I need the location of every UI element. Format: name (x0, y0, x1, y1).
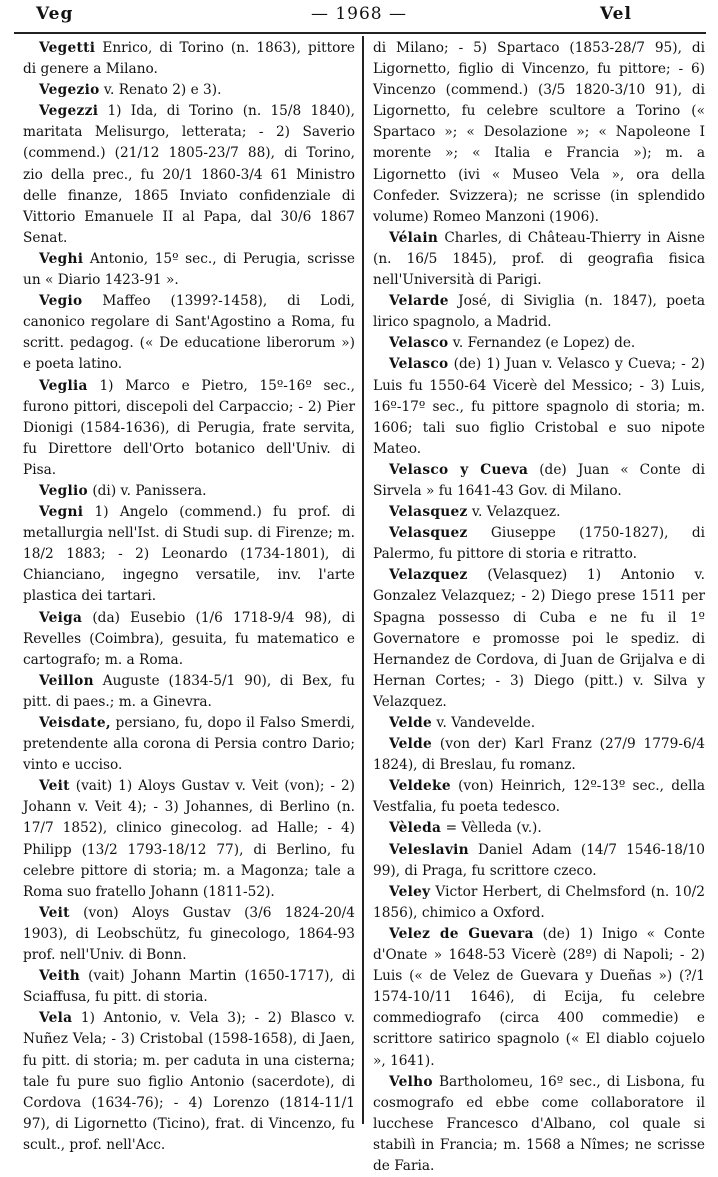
entry-text: (von) Aloys Gustav (3/6 1824-20/4 1903), di Leobschütz, fu ginecologo, 1864-93 prof. nell'Univ. di Bonn. (23, 904, 355, 964)
entry-text: José, di Siviglia (n. 1847), poeta lirico spagnolo, a Madrid. (373, 293, 705, 331)
dictionary-entry (23, 903, 355, 966)
entry-text: v. Velazquez. (467, 504, 561, 521)
entry-text: di Milano; - 5) Spartaco (1853-28/7 95), di Ligornetto, figlio di Vincenzo, fu pittore; - 6) Vincenzo (commend.) (3/5 1820-3/10 91), di Ligornetto, fu celebre scultore a Torino (« Spartaco »; « Desolazione »; « Napoleone I morente »; « Italia e Francia »); m. a Ligornetto (ivi « Museo Vela », ora della Confeder. Svizzera); ne scrisse (in splendido volume) Romeo Manzoni (1906). (373, 40, 705, 225)
entry-text: (vait) Johann Martin (1650-1717), di Sciaffusa, fu pitt. di storia. (23, 968, 355, 1006)
right-column (373, 38, 705, 1177)
entry-headword: Vèleda (389, 820, 442, 837)
dictionary-entry (23, 376, 355, 481)
entry-headword: Vegezio (39, 82, 100, 99)
dictionary-entry (373, 924, 705, 1072)
entry-headword: Veglio (39, 482, 88, 499)
dictionary-entry (373, 38, 705, 228)
dictionary-entry (373, 840, 705, 882)
entry-text: Enrico, di Torino (n. 1863), pittore di genere a Milano. (23, 40, 355, 78)
entry-headword: Velasquez (389, 504, 468, 521)
page-header (0, 0, 718, 30)
entry-headword: Velho (389, 1073, 433, 1090)
entry-headword: Velasquez (389, 525, 468, 542)
entry-headword: Veldeke (389, 778, 451, 795)
dictionary-entry (373, 882, 705, 924)
dictionary-entry (373, 734, 705, 776)
entry-text: (Velasquez) 1) Antonio v. Gonzalez Velazquez; - 2) Diego prese 1511 per Spagna possesso di Cuba e ne fu il 1º Governatore e promosse poi le spediz. di Hernandez de Cordova, di Juan de Grijalva e di Hernan Cortes; - 3) Diego (pitt.) v. Silva y Velazquez. (373, 567, 705, 710)
entry-text: Giuseppe (1750-1827), di Palermo, fu pittore di storia e ritratto. (373, 525, 705, 563)
entry-headword: Veiga (39, 609, 83, 626)
dictionary-entry (23, 966, 355, 1008)
entry-text: 1) Angelo (commend.) fu prof. di metallurgia nell'Ist. di Studi sup. di Firenze; m. 18/2 1883; - 2) Leonardo (1734-1801), di Chianciano, ingegno versatile, inv. l'arte plastica dei tartari. (23, 504, 355, 605)
dictionary-entry (23, 1008, 355, 1156)
entry-text: Bartholomeu, 16º sec., di Lisbona, fu cosmografo ed ebbe come collaboratore il lucchese Francesco d'Albano, col quale si stabilì in Francia; m. 1568 a Nîmes; ne scrisse de Faria. (373, 1073, 705, 1174)
entry-headword: Veit (39, 778, 70, 795)
dictionary-entry (23, 38, 355, 80)
entry-text: 1) Marco e Pietro, 15º-16º sec., furono pittori, discepoli del Carpaccio; - 2) Pier Dionigi (1584-1636), di Perugia, frate servita, fu Direttore dell'Orto botanico dell'Univ. di Pisa. (23, 377, 355, 478)
dictionary-entry (373, 523, 705, 565)
dictionary-entry (23, 671, 355, 713)
entry-text: v. Fernandez (e Lopez) de. (448, 335, 636, 352)
entry-headword: Veith (39, 968, 81, 985)
column-divider (362, 36, 364, 1124)
entry-headword: Velarde (389, 293, 449, 310)
dictionary-entry (23, 713, 355, 776)
entry-text: 1) Ida, di Torino (n. 15/8 1840), maritata Melisurgo, letterata; - 2) Saverio (commend.) (21/12 1805-23/7 88), di Torino, zio della prec., fu 20/1 1860-3/4 61 Ministro delle finanze, 1865 Inviato confidenziale di Vittorio Emanuele II al Papa, dal 30/6 1867 Senat. (23, 103, 355, 246)
entry-text: (vait) 1) Aloys Gustav v. Veit (von); - 2) Johann v. Veit 4); - 3) Johannes, di Berlino (n. 17/7 1852), clinico ginecolog. ad Halle; - 4) Philipp (13/2 1793-18/12 77), di Berlino, fu celebre pittore di storia; m. a Magonza; tale a Roma suo fratello Johann (1811-52). (23, 778, 355, 900)
entry-text: Auguste (1834-5/1 90), di Bex, fu pitt. di paes.; m. a Ginevra. (23, 672, 355, 710)
dictionary-entry (23, 291, 355, 375)
entry-headword: Velazquez (389, 567, 468, 584)
dictionary-entry (23, 502, 355, 607)
entry-text: (de) 1) Inigo « Conte d'Onate » 1648-53 Vicerè (28º) di Napoli; - 2) Luis (« de Velez de Guevara y Dueñas ») (?/1 1574-10/11 1646), di Ecija, fu celebre commediografo (circa 400 commedie) e scrittore satirico spagnolo (« El diablo cojuelo », 1641). (373, 925, 705, 1069)
entry-headword: Vélain (389, 229, 439, 246)
entry-headword: Velasco y Cueva (389, 461, 529, 478)
entry-headword: Vegni (39, 504, 84, 521)
entry-headword: Velez de Guevara (389, 925, 534, 942)
entry-headword: Veillon (39, 672, 94, 689)
dictionary-entry (23, 608, 355, 671)
dictionary-entry (373, 460, 705, 502)
dictionary-entry (373, 354, 705, 459)
header-right-guideword: Vel (600, 4, 632, 24)
entry-headword: Veit (39, 904, 70, 921)
entry-text: Victor Herbert, di Chelmsford (n. 10/2 1856), chimico a Oxford. (373, 883, 705, 921)
dictionary-entry (373, 1072, 705, 1177)
entry-text: (von der) Karl Franz (27/9 1779-6/4 1824), di Breslau, fu romanz. (373, 736, 705, 774)
entry-text: Daniel Adam (14/7 1546-18/10 99), di Praga, fu scrittore czeco. (373, 841, 705, 879)
left-column (23, 38, 355, 1156)
entry-headword: Veglia (39, 377, 88, 394)
dictionary-entry (373, 502, 705, 523)
entry-headword: Velasco (389, 356, 449, 373)
entry-headword: Vegio (39, 293, 83, 310)
entry-text: v. Renato 2) e 3). (99, 82, 222, 99)
dictionary-entry (23, 80, 355, 101)
entry-headword: Vegezzi (39, 103, 99, 120)
entry-headword: Vegetti (39, 40, 96, 56)
header-left-guideword: Veg (36, 4, 74, 24)
entry-text: (de) Juan « Conte di Sirvela » fu 1641-43 Gov. di Milano. (373, 461, 706, 499)
dictionary-entry (23, 776, 355, 903)
entry-headword: Veisdate, (39, 715, 111, 731)
entry-text: = Vèlleda (v.). (441, 820, 542, 837)
header-rule (14, 32, 706, 34)
dictionary-entry (373, 776, 705, 818)
entry-text: Charles, di Château-Thierry in Aisne (n. 16/5 1845), prof. di geografia fisica nell'Università di Parigi. (373, 229, 705, 289)
entry-text: Antonio, 15º sec., di Perugia, scrisse un « Diario 1423-91 ». (23, 250, 355, 289)
entry-text: 1) Antonio, v. Vela 3); - 2) Blasco v. Nuñez Vela; - 3) Cristobal (1598-1658), di Jaen, fu pitt. di storia; m. per caduta in una cisterna; tale fu pure suo figlio Antonio (sacerdote), di Cordova (1634-76); - 4) Lorenzo (1814-11/1 97), di Ligornetto (Ticino), frat. di Vincenzo, fu scult., prof. nell'Acc. (23, 1010, 355, 1153)
entry-text: v. Vandevelde. (432, 715, 536, 731)
entry-text: persiano, fu, dopo il Falso Smerdi, pretendente alla corona di Persia contro Dario; vinto e ucciso. (23, 715, 355, 774)
dictionary-entry (373, 228, 705, 291)
page-number: — 1968 — (310, 4, 408, 24)
entry-text: (di) v. Panissera. (87, 482, 207, 499)
dictionary-entry (373, 565, 705, 713)
dictionary-entry (23, 481, 355, 502)
entry-text: (de) 1) Juan v. Velasco y Cueva; - 2) Luis fu 1550-64 Vicerè del Messico; - 3) Luis, 16º-17º sec., fu pittore spagnolo di storia; m. 1606; tali suo figlio Cristobal e suo nipote Mateo. (373, 356, 705, 457)
entry-text: (von) Heinrich, 12º-13º sec., della Vestfalia, fu poeta tedesco. (373, 778, 705, 816)
entry-headword: Veleslavin (389, 841, 469, 858)
entry-text: Maffeo (1399?-1458), di Lodi, canonico regolare di Sant'Agostino a Roma, fu scritt. pedagog. (« De educatione liberorum ») e poeta latino. (23, 293, 355, 373)
dictionary-entry (373, 333, 705, 354)
entry-headword: Veley (389, 883, 431, 900)
entry-text: (da) Eusebio (1/6 1718-9/4 98), di Revelles (Coimbra), gesuita, fu matematico e cartografo; m. a Roma. (23, 609, 355, 668)
entry-headword: Vela (39, 1010, 73, 1027)
entry-headword: Velasco (389, 335, 449, 352)
dictionary-entry (373, 291, 705, 333)
dictionary-entry (23, 249, 355, 291)
dictionary-entry (23, 101, 355, 249)
dictionary-entry (373, 818, 705, 839)
entry-headword: Velde (389, 736, 433, 753)
entry-headword: Velde (389, 715, 433, 731)
entry-headword: Veghi (39, 250, 84, 267)
dictionary-entry (373, 713, 705, 734)
